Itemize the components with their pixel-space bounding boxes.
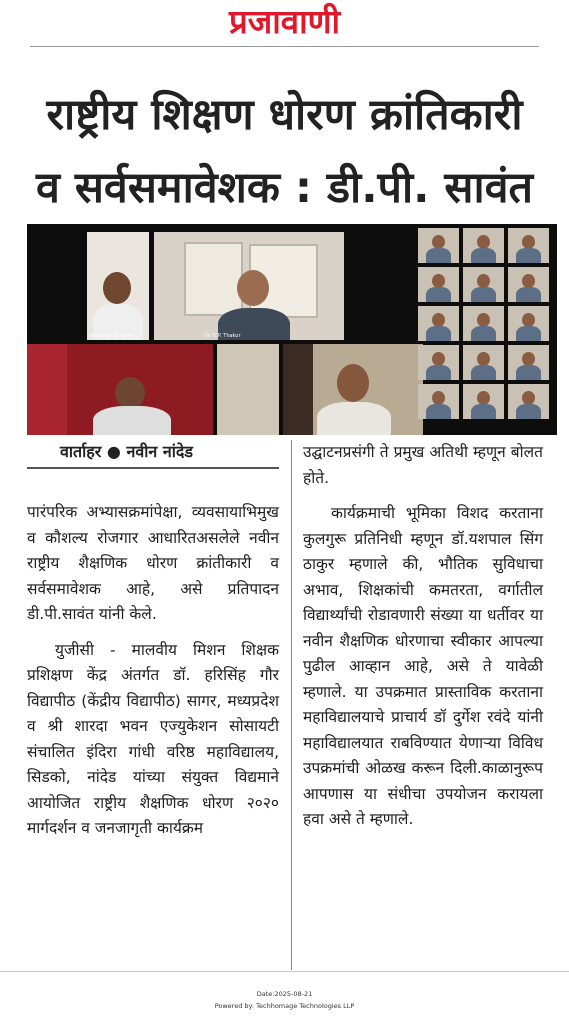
thumbnail-tile [463,267,504,302]
byline-divider [27,467,279,469]
video-conference-photo [27,224,557,435]
thumbnail-tile [508,345,549,380]
byline: वार्ताहर ● नवीन नांदेड [60,442,193,461]
thumbnail-tile [508,306,549,341]
article-column-left [27,500,279,842]
thumbnail-tile [508,267,549,302]
article-paragraph: युजीसी - मालवीय मिशन शिक्षक प्रशिक्षण केंद्र अंतर्गत डॉ. हरिसिंह गौर विद्यापीठ (केंद्रीय विद्यापीठ) सागर, मध्यप्रदेश व श्री शारदा भवन एज्युकेशन सोसायटी संचालित इंदिरा गांधी वरिष्ठ महाविद्यालय, सिडको, नांदेड यांच्या संयुक्त विद्यमाने आयोजित राष्ट्रीय शैक्षणिक धोरण २०२० मार्गदर्शन व जनजागृती कार्यक्रम [27,640,279,837]
participant-caption: Dr. Y. P. Thakur [204,333,241,339]
thumbnail-tile [418,345,459,380]
thumbnail-tile [463,228,504,263]
masthead [0,0,569,48]
participant-tile [217,344,279,435]
article-paragraph: उद्घाटनप्रसंगी ते प्रमुख अतिथी म्हणून बोलत होते. [303,443,543,487]
participant-tile [27,344,213,435]
thumbnail-tile [508,384,549,419]
thumbnail-tile [463,384,504,419]
thumbnail-tile [418,267,459,302]
participant-tile [154,232,344,340]
article-paragraph: पारंपरिक अभ्यासक्रमांपेक्षा, व्यवसायाभिमुख व कौशल्य रोजगार आधारितअसलेले नवीन राष्ट्रीय शैक्षणिक धोरण क्रांतीकारी व सर्वसमावेशक आहे, असे प्रतिपादन डी.पी.सावंत यांनी केले. [27,503,279,623]
footer-date: Date:2025-08-21 [256,990,313,998]
participant-tile [87,232,149,340]
article-column-right [303,440,543,833]
footer-divider [0,971,569,972]
thumbnail-tile [418,384,459,419]
participant-tile [283,344,423,435]
thumbnail-tile [463,306,504,341]
thumbnail-tile [463,345,504,380]
column-divider [291,440,292,970]
headline-line-1: राष्ट्रीय शिक्षण धोरण क्रांतिकारी [46,90,523,140]
headline-line-2: व सर्वसमावेशक : डी.पी. सावंत [35,163,534,213]
thumbnail-tile [418,306,459,341]
article-paragraph: कार्यक्रमाची भूमिका विशद करताना कुलगुरू प्रतिनिधी म्हणून डॉ.यशपाल सिंग ठाकुर म्हणाले की, भौतिक सुविधाचा अभाव, शिक्षकांची कमतरता, वर्गातील विद्यार्थ्यांची रोडावणारी संख्या या धर्तीवर या नवीन शैक्षणिक धोरणाचा स्वीकार आपल्या पुढील आव्हान आहे, असे ते यावेळी म्हणाले. या उपक्रमात प्रास्ताविक करताना महाविद्यालयाचे प्राचार्य डॉ दुर्गेश रवंदे यांनी महाविद्यालयात राबविण्यात येणाऱ्या विविध उपक्रमांची ओळख करून दिली.काळानुरूप आपणास या संधीचा उपयोजन करायला हवा असे ते म्हणाले. [303,504,543,828]
thumbnail-tile [418,228,459,263]
masthead-divider [30,46,539,47]
newspaper-logo: प्रजावाणी [228,2,341,41]
footer-powered-by: Powered by: Techhomage Technologies LLP [214,1002,355,1010]
thumbnail-tile [508,228,549,263]
participant-caption: Shrisakal Sangwe [89,333,134,339]
